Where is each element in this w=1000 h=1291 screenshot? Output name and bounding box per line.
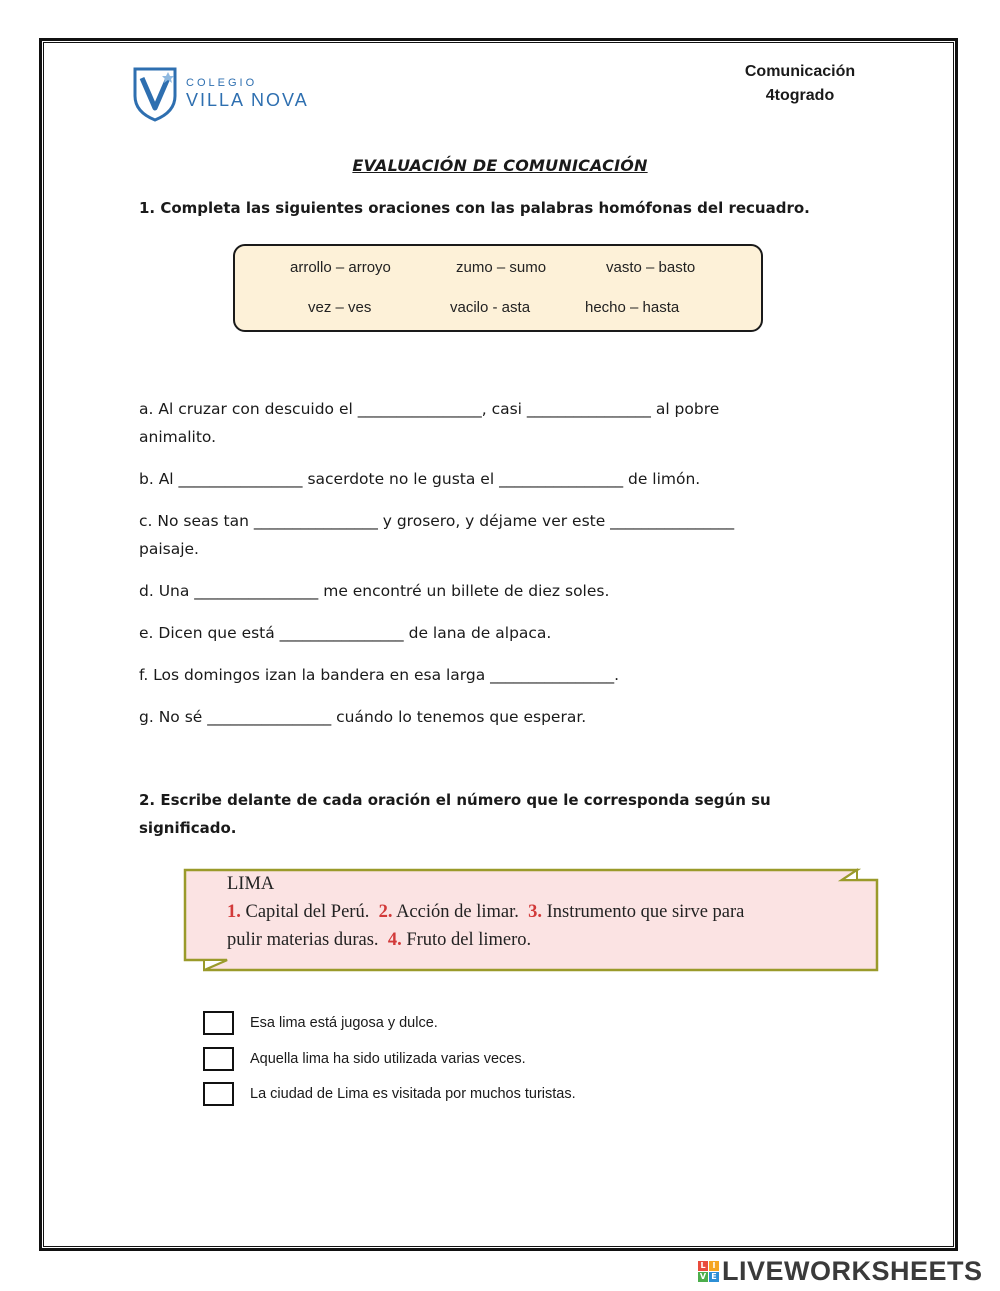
- word-pair: arrollo – arroyo: [290, 259, 391, 276]
- definition-text: [227, 870, 744, 954]
- page-title: EVALUACIÓN DE COMUNICACIÓN: [352, 156, 648, 175]
- liveworksheets-brand: LIVEWORKSHEETS: [722, 1256, 983, 1286]
- answer-box[interactable]: [203, 1047, 234, 1071]
- liveworksheets-blocks-icon: [698, 1261, 719, 1282]
- answer-sentence: Aquella lima ha sido utilizada varias veces.: [250, 1051, 526, 1067]
- word-pair: vacilo - asta: [450, 299, 531, 316]
- sentence-d[interactable]: d. Una ________________ me encontré un billete de diez soles.: [139, 582, 610, 600]
- sentence-a-line2: animalito.: [139, 428, 217, 446]
- sentence-e[interactable]: e. Dicen que está ________________ de lana de alpaca.: [139, 624, 552, 642]
- answer-box[interactable]: [203, 1082, 234, 1106]
- subject-label: Comunicación: [744, 63, 856, 80]
- logo-line2: VILLA NOVA: [186, 90, 309, 110]
- def-meaning-4: Fruto del limero.: [406, 930, 532, 950]
- question2-prompt-line1: 2. Escribe delante de cada oración el número que le corresponda según su: [139, 791, 771, 809]
- answer-sentence: La ciudad de Lima es visitada por muchos turistas.: [250, 1086, 576, 1102]
- word-pair: hecho – hasta: [585, 299, 680, 316]
- question2-prompt-line2: significado.: [139, 819, 237, 837]
- def-meaning-3-cont: pulir materias duras.: [227, 930, 379, 950]
- def-number-4: 4.: [387, 930, 402, 950]
- def-number-3: 3.: [528, 902, 542, 922]
- word-pair: vez – ves: [308, 299, 372, 316]
- shield-icon: [132, 66, 178, 122]
- school-logo: [132, 66, 309, 122]
- definition-box: [182, 864, 882, 974]
- sentence-c-line2: paisaje.: [139, 540, 199, 558]
- block-l: L: [698, 1261, 708, 1271]
- liveworksheets-logo: [698, 1256, 983, 1287]
- word-pair: vasto – basto: [606, 259, 696, 276]
- sentence-b[interactable]: b. Al ________________ sacerdote no le gusta el ________________ de limón.: [139, 470, 701, 488]
- sentence-a-line1[interactable]: a. Al cruzar con descuido el ________________, casi ________________ al pobre: [139, 400, 720, 418]
- block-v: V: [699, 1272, 707, 1281]
- def-number-2: 2.: [378, 902, 393, 922]
- definition-word: LIMA: [227, 874, 275, 894]
- question1-prompt: 1. Completa las siguientes oraciones con las palabras homófonas del recuadro.: [139, 199, 810, 217]
- block-e: E: [709, 1272, 719, 1282]
- grade-label: 4togrado: [765, 87, 835, 104]
- def-meaning-2: Acción de limar.: [396, 902, 519, 922]
- question2-prompt: [139, 786, 771, 842]
- answer-row: [203, 1082, 576, 1106]
- word-pair: zumo – sumo: [456, 259, 547, 276]
- answer-row: [203, 1047, 526, 1071]
- word-box: [233, 244, 763, 332]
- def-number-1: 1.: [227, 902, 241, 922]
- answer-row: [203, 1011, 438, 1035]
- sentence-f[interactable]: f. Los domingos izan la bandera en esa larga ________________.: [139, 666, 620, 684]
- block-i: I: [709, 1261, 719, 1271]
- sentence-c-line1[interactable]: c. No seas tan ________________ y grosero, y déjame ver este ________________: [139, 512, 735, 530]
- sentence-g[interactable]: g. No sé ________________ cuándo lo tenemos que esperar.: [139, 708, 587, 726]
- def-meaning-3: Instrumento que sirve para: [546, 902, 745, 922]
- logo-line1: COLEGIO: [186, 77, 258, 89]
- answer-sentence: Esa lima está jugosa y dulce.: [250, 1015, 438, 1031]
- header-info: [720, 60, 880, 108]
- answer-box[interactable]: [203, 1011, 234, 1035]
- def-meaning-1: Capital del Perú.: [245, 902, 370, 922]
